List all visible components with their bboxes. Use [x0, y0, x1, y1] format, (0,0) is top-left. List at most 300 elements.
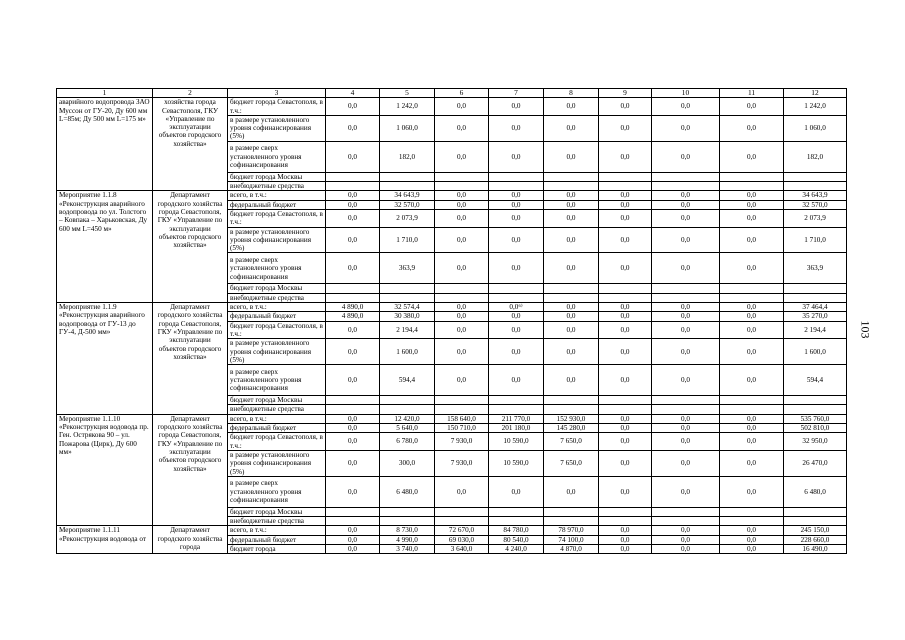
amount-cell: 0,0 — [544, 227, 599, 253]
amount-cell: 182,0 — [784, 141, 847, 172]
amount-cell: 35 270,0 — [784, 312, 847, 321]
amount-cell — [435, 507, 489, 516]
amount-cell: 0,0 — [326, 253, 380, 284]
amount-cell — [380, 172, 435, 181]
amount-cell — [326, 172, 380, 181]
amount-cell — [326, 517, 380, 526]
amount-cell — [720, 396, 784, 405]
amount-cell: 0,0 — [652, 414, 720, 423]
amount-cell: 0,0 — [435, 98, 489, 116]
amount-cell — [489, 405, 544, 414]
amount-cell: 1 060,0 — [784, 115, 847, 141]
amount-cell: 1 242,0 — [380, 98, 435, 116]
amount-cell: 0,0 — [599, 303, 652, 312]
amount-cell — [784, 405, 847, 414]
amount-cell — [326, 507, 380, 516]
amount-cell: 4 890,0 — [326, 312, 380, 321]
amount-cell: 363,9 — [784, 253, 847, 284]
amount-cell — [489, 517, 544, 526]
amount-cell: 0,0 — [720, 98, 784, 116]
amount-cell — [599, 293, 652, 302]
amount-cell: 0,0 — [435, 115, 489, 141]
amount-cell: 32 570,0 — [784, 200, 847, 209]
amount-cell: 4 990,0 — [380, 535, 435, 544]
amount-cell: 2 073,9 — [380, 209, 435, 227]
amount-cell: 0,0 — [652, 450, 720, 476]
amount-cell: 0,0 — [489, 365, 544, 396]
funding-source-cell: в размере сверх установленного уровня софинансирования — [228, 253, 326, 284]
amount-cell: 0,0 — [599, 209, 652, 227]
amount-cell — [599, 182, 652, 191]
amount-cell: 300,0 — [380, 450, 435, 476]
amount-cell: 0,0 — [544, 209, 599, 227]
amount-cell — [435, 405, 489, 414]
amount-cell: 0,0 — [652, 535, 720, 544]
amount-cell: 0,0 — [544, 253, 599, 284]
amount-cell: 78 970,0 — [544, 526, 599, 535]
amount-cell — [720, 405, 784, 414]
column-header: 5 — [380, 89, 435, 98]
amount-cell: 37 464,4 — [784, 303, 847, 312]
amount-cell: 1 710,0 — [784, 227, 847, 253]
amount-cell: 0,0 — [435, 321, 489, 339]
amount-cell: 32 574,4 — [380, 303, 435, 312]
amount-cell: 74 100,0 — [544, 535, 599, 544]
amount-cell: 2 194,4 — [784, 321, 847, 339]
amount-cell: 0,0 — [489, 115, 544, 141]
amount-cell: 7 650,0 — [544, 450, 599, 476]
organization-cell: Департамент городского хозяйства города Севастополя, ГКУ «Управление по эксплуатации объектов городского хозяйства» — [153, 191, 228, 303]
amount-cell: 0,0 — [544, 312, 599, 321]
amount-cell — [652, 405, 720, 414]
amount-cell: 32 570,0 — [380, 200, 435, 209]
amount-cell — [720, 182, 784, 191]
amount-cell: 0,0 — [326, 476, 380, 507]
amount-cell — [599, 405, 652, 414]
measure-cell: аварийного водопровода ЗАО Муссон от ГУ-20, Ду 600 мм L=85м; Ду 500 мм L=175 м» — [57, 98, 153, 191]
amount-cell — [652, 172, 720, 181]
amount-cell — [380, 517, 435, 526]
amount-cell: 0,0 — [652, 544, 720, 553]
amount-cell: 0,0 — [652, 115, 720, 141]
amount-cell: 0,0 — [720, 115, 784, 141]
amount-cell — [652, 182, 720, 191]
amount-cell — [326, 284, 380, 293]
amount-cell: 4 870,0 — [544, 544, 599, 553]
amount-cell: 0,0 — [489, 98, 544, 116]
amount-cell: 0,0 — [326, 115, 380, 141]
amount-cell: 0,0 — [652, 321, 720, 339]
amount-cell — [652, 517, 720, 526]
amount-cell — [784, 182, 847, 191]
amount-cell: 0,0 — [599, 526, 652, 535]
amount-cell — [380, 405, 435, 414]
amount-cell — [544, 284, 599, 293]
funding-source-cell: всего, в т.ч.: — [228, 303, 326, 312]
amount-cell: 0,0 — [544, 98, 599, 116]
funding-source-cell: бюджет города Москвы — [228, 396, 326, 405]
amount-cell — [544, 293, 599, 302]
amount-cell: 0,0 — [652, 209, 720, 227]
amount-cell: 0,0 — [544, 303, 599, 312]
funding-source-cell: внебюджетные средства — [228, 293, 326, 302]
funding-source-cell: бюджет города Севастополя, в т.ч.: — [228, 98, 326, 116]
amount-cell: 0,0 — [720, 227, 784, 253]
amount-cell: 0,0 — [435, 476, 489, 507]
amount-cell: 0,0 — [599, 98, 652, 116]
amount-cell: 0,0 — [652, 365, 720, 396]
amount-cell: 1 060,0 — [380, 115, 435, 141]
column-header: 2 — [153, 89, 228, 98]
amount-cell: 6 480,0 — [784, 476, 847, 507]
organization-cell: хозяйства города Севастополя, ГКУ «Управление по эксплуатации объектов городского хозяйства» — [153, 98, 228, 191]
amount-cell: 0,0 — [720, 424, 784, 433]
amount-cell — [784, 396, 847, 405]
amount-cell: 0,0 — [720, 200, 784, 209]
amount-cell: 158 640,0 — [435, 414, 489, 423]
amount-cell: 0,0 — [435, 200, 489, 209]
funding-source-cell: в размере установленного уровня софинансирования (5%) — [228, 115, 326, 141]
amount-cell: 0,0 — [599, 414, 652, 423]
amount-cell — [544, 517, 599, 526]
amount-cell: 0,0 — [599, 191, 652, 200]
amount-cell: 0,0 — [720, 450, 784, 476]
amount-cell: 84 780,0 — [489, 526, 544, 535]
amount-cell: 0,0 — [435, 303, 489, 312]
funding-source-cell: внебюджетные средства — [228, 517, 326, 526]
amount-cell — [380, 284, 435, 293]
amount-cell: 0,0 — [652, 191, 720, 200]
amount-cell — [489, 182, 544, 191]
amount-cell: 32 950,0 — [784, 433, 847, 451]
amount-cell: 0,0 — [599, 535, 652, 544]
amount-cell: 10 590,0 — [489, 433, 544, 451]
amount-cell: 0,0 — [652, 253, 720, 284]
amount-cell: 0,0 — [720, 535, 784, 544]
funding-source-cell: внебюджетные средства — [228, 182, 326, 191]
organization-cell: Департамент городского хозяйства города Севастополя, ГКУ «Управление по эксплуатации объектов городского хозяйства» — [153, 303, 228, 415]
funding-source-cell: в размере установленного уровня софинансирования (5%) — [228, 339, 326, 365]
amount-cell: 0,0 — [599, 227, 652, 253]
amount-cell: 8 730,0 — [380, 526, 435, 535]
amount-cell: 26 470,0 — [784, 450, 847, 476]
amount-cell: 72 670,0 — [435, 526, 489, 535]
amount-cell: 0,0 — [720, 339, 784, 365]
amount-cell: 0,0 — [720, 191, 784, 200]
amount-cell: 0,0 — [720, 303, 784, 312]
amount-cell: 0,0 — [652, 141, 720, 172]
funding-source-cell: федеральный бюджет — [228, 535, 326, 544]
amount-cell — [784, 517, 847, 526]
amount-cell: 16 490,0 — [784, 544, 847, 553]
amount-cell: 363,9 — [380, 253, 435, 284]
amount-cell: 0,0 — [489, 209, 544, 227]
amount-cell — [326, 293, 380, 302]
amount-cell — [435, 517, 489, 526]
funding-source-cell: в размере сверх установленного уровня софинансирования — [228, 476, 326, 507]
amount-cell: 0,0 — [720, 365, 784, 396]
amount-cell: 0,0 — [720, 321, 784, 339]
funding-source-cell: федеральный бюджет — [228, 424, 326, 433]
amount-cell — [380, 182, 435, 191]
amount-cell: 152 930,0 — [544, 414, 599, 423]
table-row — [57, 98, 847, 116]
amount-cell: 69 030,0 — [435, 535, 489, 544]
amount-cell: 0,0 — [489, 227, 544, 253]
page-number: 103 — [858, 320, 873, 339]
amount-cell: 0,0 — [720, 526, 784, 535]
funding-source-cell: бюджет города — [228, 544, 326, 553]
amount-cell — [599, 172, 652, 181]
amount-cell — [435, 293, 489, 302]
amount-cell — [784, 284, 847, 293]
amount-cell: 0,0 — [489, 200, 544, 209]
amount-cell — [380, 396, 435, 405]
amount-cell — [599, 284, 652, 293]
amount-cell — [652, 507, 720, 516]
measure-cell: Мероприятие 1.1.8 «Реконструкция аварийного водопровода по ул. Толстого – Ковпака – Харьковская, Ду 600 мм L=450 м» — [57, 191, 153, 303]
amount-cell: 6 480,0 — [380, 476, 435, 507]
amount-cell: 0,0 — [326, 526, 380, 535]
amount-cell — [435, 172, 489, 181]
amount-cell: 150 710,0 — [435, 424, 489, 433]
amount-cell: 0,0 — [326, 424, 380, 433]
amount-cell: 0,0 — [652, 433, 720, 451]
amount-cell: 0,0 — [599, 253, 652, 284]
amount-cell: 12 420,0 — [380, 414, 435, 423]
amount-cell: 10 590,0 — [489, 450, 544, 476]
amount-cell — [784, 507, 847, 516]
amount-cell: 1 600,0 — [784, 339, 847, 365]
amount-cell — [599, 507, 652, 516]
amount-cell: 0,0 — [544, 141, 599, 172]
amount-cell — [489, 396, 544, 405]
amount-cell: 0,0 — [720, 433, 784, 451]
table-row — [57, 526, 847, 535]
column-header: 8 — [544, 89, 599, 98]
amount-cell: 0,0 — [435, 209, 489, 227]
amount-cell: 0,0 — [720, 476, 784, 507]
amount-cell: 34 643,9 — [380, 191, 435, 200]
budget-table — [56, 88, 847, 554]
amount-cell: 201 180,0 — [489, 424, 544, 433]
amount-cell: 4 240,0 — [489, 544, 544, 553]
amount-cell: 0,0 — [599, 339, 652, 365]
funding-source-cell: в размере сверх установленного уровня софинансирования — [228, 365, 326, 396]
amount-cell: 0,0 — [652, 303, 720, 312]
amount-cell: 6 780,0 — [380, 433, 435, 451]
amount-cell: 0,0 — [435, 339, 489, 365]
amount-cell — [380, 507, 435, 516]
funding-source-cell: внебюджетные средства — [228, 405, 326, 414]
amount-cell: 502 810,0 — [784, 424, 847, 433]
organization-cell: Департамент городского хозяйства города Севастополя, ГКУ «Управление по эксплуатации объектов городского хозяйства» — [153, 414, 228, 526]
amount-cell: 0,0 — [720, 253, 784, 284]
amount-cell: 1 710,0 — [380, 227, 435, 253]
amount-cell — [720, 517, 784, 526]
amount-cell: 0,0 — [599, 424, 652, 433]
amount-cell: 0,0 — [326, 365, 380, 396]
funding-source-cell: бюджет города Москвы — [228, 507, 326, 516]
column-header: 12 — [784, 89, 847, 98]
amount-cell: 0,0 — [326, 544, 380, 553]
column-header: 6 — [435, 89, 489, 98]
amount-cell — [720, 507, 784, 516]
amount-cell: 0,0 — [544, 476, 599, 507]
amount-cell: 0,0 — [326, 227, 380, 253]
amount-cell: 0,0 — [489, 321, 544, 339]
funding-source-cell: бюджет города Севастополя, в т.ч.: — [228, 209, 326, 227]
amount-cell: 0,0 — [489, 253, 544, 284]
funding-source-cell: бюджет города Севастополя, в т.ч.: — [228, 321, 326, 339]
amount-cell — [652, 396, 720, 405]
amount-cell: 0,0 — [326, 141, 380, 172]
amount-cell: 0,0 — [326, 200, 380, 209]
amount-cell: 0,0 — [599, 365, 652, 396]
amount-cell — [599, 517, 652, 526]
amount-cell — [720, 293, 784, 302]
amount-cell: 7 930,0 — [435, 433, 489, 451]
amount-cell: 34 643,9 — [784, 191, 847, 200]
amount-cell: 0,0 — [599, 450, 652, 476]
amount-cell — [544, 507, 599, 516]
amount-cell: 0,0 — [652, 526, 720, 535]
header-row — [57, 89, 847, 98]
amount-cell — [326, 396, 380, 405]
amount-cell: 0,0 — [326, 339, 380, 365]
amount-cell: 0,0 — [544, 339, 599, 365]
amount-cell: 594,4 — [784, 365, 847, 396]
amount-cell: 0,0 — [326, 450, 380, 476]
column-header: 7 — [489, 89, 544, 98]
amount-cell: 7 930,0 — [435, 450, 489, 476]
measure-cell: Мероприятие 1.1.10 «Реконструкция водовода пр. Ген. Острякова 90 – ул. Пожарова (Цирк), Ду 600 мм» — [57, 414, 153, 526]
amount-cell — [489, 507, 544, 516]
amount-cell: 0,0 — [599, 200, 652, 209]
amount-cell: 0,0 — [720, 544, 784, 553]
funding-source-cell: федеральный бюджет — [228, 312, 326, 321]
amount-cell: 0,0 — [326, 321, 380, 339]
column-header: 1 — [57, 89, 153, 98]
amount-cell — [599, 396, 652, 405]
amount-cell: 0,0 — [326, 414, 380, 423]
amount-cell: 211 770,0 — [489, 414, 544, 423]
amount-cell — [326, 405, 380, 414]
amount-cell: 0,0 — [489, 191, 544, 200]
amount-cell — [652, 293, 720, 302]
amount-cell: 0,0 — [435, 227, 489, 253]
amount-cell — [784, 172, 847, 181]
amount-cell: 535 760,0 — [784, 414, 847, 423]
amount-cell: 245 150,0 — [784, 526, 847, 535]
amount-cell — [544, 405, 599, 414]
amount-cell — [435, 182, 489, 191]
amount-cell: 1 242,0 — [784, 98, 847, 116]
amount-cell: 2 073,9 — [784, 209, 847, 227]
amount-cell — [489, 172, 544, 181]
amount-cell: 0,0 — [326, 98, 380, 116]
amount-cell: 2 194,4 — [380, 321, 435, 339]
amount-cell: 0,0 — [599, 141, 652, 172]
column-header: 10 — [652, 89, 720, 98]
amount-cell: 145 280,0 — [544, 424, 599, 433]
amount-cell — [652, 284, 720, 293]
amount-cell: 0,0⁶⁾ — [489, 303, 544, 312]
amount-cell: 0,0 — [326, 209, 380, 227]
amount-cell — [544, 172, 599, 181]
amount-cell: 7 650,0 — [544, 433, 599, 451]
measure-cell: Мероприятие 1.1.9 «Реконструкция аварийного водопровода от ГУ-13 до ГУ-4, Д-500 мм» — [57, 303, 153, 415]
amount-cell: 0,0 — [544, 365, 599, 396]
amount-cell: 30 380,0 — [380, 312, 435, 321]
amount-cell: 0,0 — [652, 312, 720, 321]
amount-cell: 228 660,0 — [784, 535, 847, 544]
amount-cell: 0,0 — [435, 253, 489, 284]
amount-cell: 5 640,0 — [380, 424, 435, 433]
amount-cell: 0,0 — [652, 200, 720, 209]
funding-source-cell: бюджет города Севастополя, в т.ч.: — [228, 433, 326, 451]
funding-source-cell: бюджет города Москвы — [228, 284, 326, 293]
amount-cell — [326, 182, 380, 191]
amount-cell — [784, 293, 847, 302]
amount-cell: 0,0 — [326, 535, 380, 544]
amount-cell — [489, 293, 544, 302]
amount-cell: 0,0 — [489, 312, 544, 321]
amount-cell — [435, 284, 489, 293]
amount-cell — [544, 396, 599, 405]
amount-cell: 4 890,0 — [326, 303, 380, 312]
amount-cell: 0,0 — [435, 365, 489, 396]
funding-source-cell: всего, в т.ч.: — [228, 191, 326, 200]
funding-source-cell: бюджет города Москвы — [228, 172, 326, 181]
organization-cell: Департамент городского хозяйства города — [153, 526, 228, 554]
amount-cell: 0,0 — [544, 115, 599, 141]
amount-cell: 0,0 — [599, 115, 652, 141]
amount-cell: 0,0 — [599, 544, 652, 553]
amount-cell: 0,0 — [599, 476, 652, 507]
amount-cell: 80 540,0 — [489, 535, 544, 544]
column-header: 9 — [599, 89, 652, 98]
amount-cell: 3 640,0 — [435, 544, 489, 553]
amount-cell: 0,0 — [652, 98, 720, 116]
amount-cell: 1 600,0 — [380, 339, 435, 365]
amount-cell: 0,0 — [652, 476, 720, 507]
funding-source-cell: в размере установленного уровня софинансирования (5%) — [228, 450, 326, 476]
amount-cell: 0,0 — [720, 141, 784, 172]
amount-cell: 182,0 — [380, 141, 435, 172]
amount-cell: 0,0 — [435, 191, 489, 200]
amount-cell — [544, 182, 599, 191]
amount-cell: 0,0 — [489, 339, 544, 365]
amount-cell: 0,0 — [326, 191, 380, 200]
column-header: 3 — [228, 89, 326, 98]
amount-cell: 0,0 — [435, 312, 489, 321]
amount-cell: 0,0 — [544, 191, 599, 200]
amount-cell — [380, 293, 435, 302]
table-row — [57, 303, 847, 312]
amount-cell: 0,0 — [489, 141, 544, 172]
amount-cell: 0,0 — [652, 339, 720, 365]
funding-source-cell: в размере установленного уровня софинансирования (5%) — [228, 227, 326, 253]
funding-source-cell: федеральный бюджет — [228, 200, 326, 209]
table-row — [57, 191, 847, 200]
amount-cell: 0,0 — [720, 414, 784, 423]
amount-cell: 0,0 — [652, 227, 720, 253]
funding-source-cell: в размере сверх установленного уровня софинансирования — [228, 141, 326, 172]
amount-cell: 0,0 — [435, 141, 489, 172]
amount-cell: 0,0 — [720, 209, 784, 227]
amount-cell: 594,4 — [380, 365, 435, 396]
